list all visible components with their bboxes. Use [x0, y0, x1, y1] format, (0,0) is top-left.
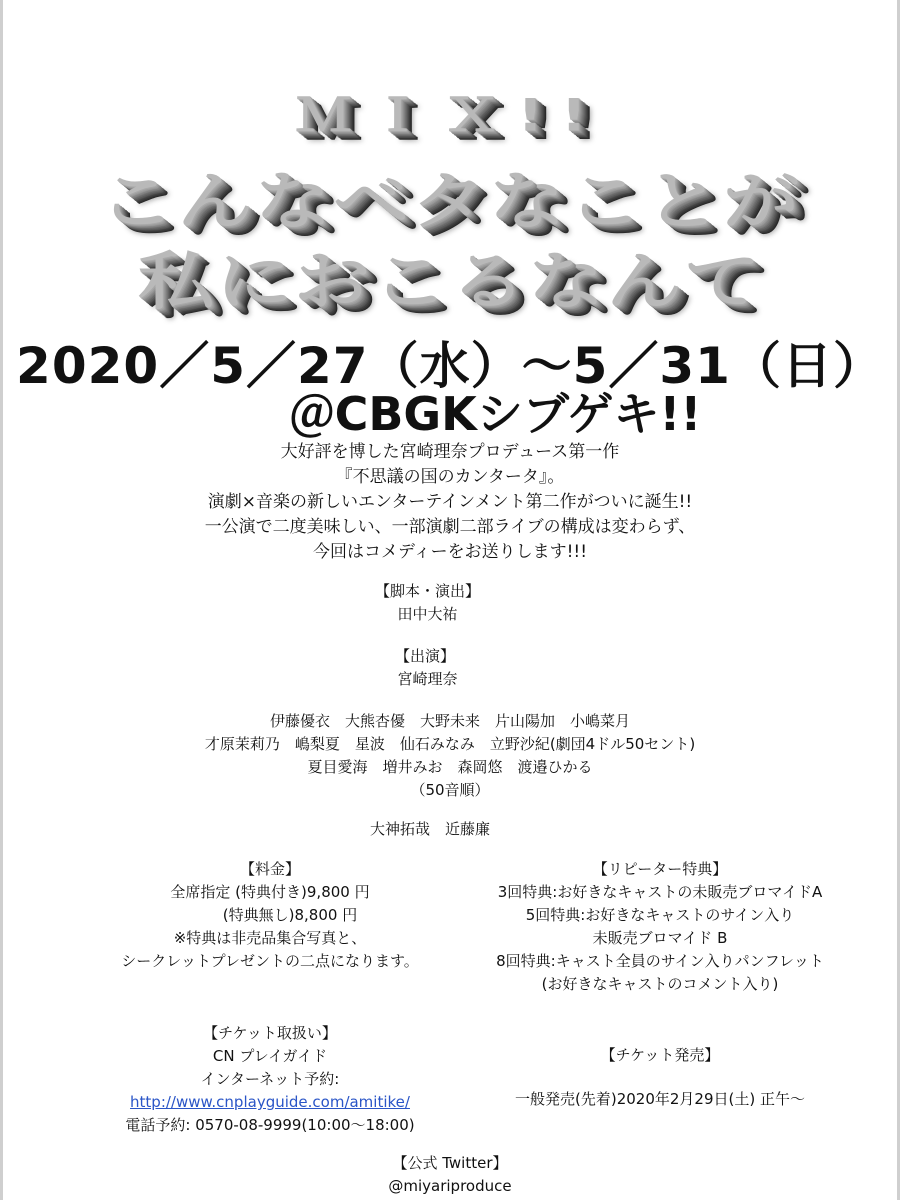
venue: ＠CBGKシブゲキ!! [288, 387, 702, 441]
lead-cast: 宮崎理奈 [397, 670, 458, 688]
price-heading: 【料金】 [239, 860, 300, 878]
price-line: (特典無し)8,800 円 [222, 906, 358, 924]
ticket-site-link[interactable]: http://www.cnplayguide.com/amitike/ [130, 1093, 410, 1111]
script-direction-section [0, 580, 900, 626]
repeater-line: 3回特典:お好きなキャストの未販売ブロマイドA [497, 883, 823, 901]
title-line-2: こんなベタなことが [99, 164, 801, 238]
ticket-handling-heading: 【チケット取扱い】 [203, 1024, 337, 1042]
director-name: 田中大祐 [397, 605, 458, 623]
script-direction-heading: 【脚本・演出】 [374, 582, 480, 600]
cast-row: 伊藤優衣 大熊杏優 大野未来 片山陽加 小嶋菜月 [269, 712, 630, 730]
cast-list [0, 710, 900, 802]
cast-row: 夏目愛海 増井みお 森岡悠 渡邉ひかる [307, 758, 593, 776]
performance-dates: 2020／5／27（水）～5／31（日） [16, 337, 884, 395]
repeater-line: 5回特典:お好きなキャストのサイン入り [525, 906, 795, 924]
cast-heading: 【出演】 [394, 647, 455, 665]
guest-cast [0, 818, 900, 841]
ticket-vendor: CN プレイガイド [212, 1047, 328, 1065]
repeater-line: (お好きなキャストのコメント入り) [541, 975, 779, 993]
intro-line: 一公演で二度美味しい、一部演劇二部ライブの構成は変わらず、 [204, 517, 696, 537]
ticket-sale-detail [440, 1088, 880, 1111]
intro-line: 演劇×音楽の新しいエンターテインメント第二作がついに誕生!! [207, 492, 693, 512]
cast-note: （50音順） [410, 781, 490, 799]
ticket-sale-heading: 【チケット発売】 [600, 1046, 720, 1064]
internet-reservation-label: インターネット予約: [200, 1070, 340, 1088]
intro-line: 『不思議の国のカンタータ』。 [335, 467, 565, 487]
twitter-handle[interactable]: @miyariproduce [388, 1177, 512, 1195]
ticket-sale-section [440, 1044, 880, 1067]
repeater-section [440, 858, 880, 996]
phone-reservation: 電話予約: 0570-08-9999(10:00～18:00) [125, 1116, 415, 1134]
ticket-handling-section [80, 1022, 460, 1137]
twitter-heading: 【公式 Twitter】 [392, 1154, 508, 1172]
title-line-1: ＭＩＸ!! [295, 89, 605, 142]
price-section [80, 858, 460, 973]
repeater-line: 未販売ブロマイド B [592, 929, 728, 947]
intro-line: 大好評を博した宮崎理奈プロデュース第一作 [280, 442, 620, 462]
price-note: ※特典は非売品集合写真と、 [173, 929, 367, 947]
repeater-line: 8回特典:キャスト全員のサイン入りパンフレット [496, 952, 824, 970]
cast-row: 才原茉莉乃 嶋梨夏 星波 仙石みなみ 立野沙紀(劇団4ドル50セント) [204, 735, 696, 753]
title-line-3: 私におこるなんて [138, 244, 762, 318]
repeater-heading: 【リピーター特典】 [592, 860, 728, 878]
price-line: 全席指定 (特典付き)9,800 円 [170, 883, 370, 901]
cast-section [0, 645, 900, 691]
guest-names: 大神拓哉 近藤廉 [369, 820, 490, 838]
price-note: シークレットプレゼントの二点になります。 [121, 952, 419, 970]
intro-line: 今回はコメディーをお送りします!!! [312, 542, 588, 562]
intro-text [0, 440, 900, 565]
twitter-section [0, 1152, 900, 1198]
ticket-sale-text: 一般発売(先着)2020年2月29日(土) 正午～ [515, 1090, 805, 1108]
